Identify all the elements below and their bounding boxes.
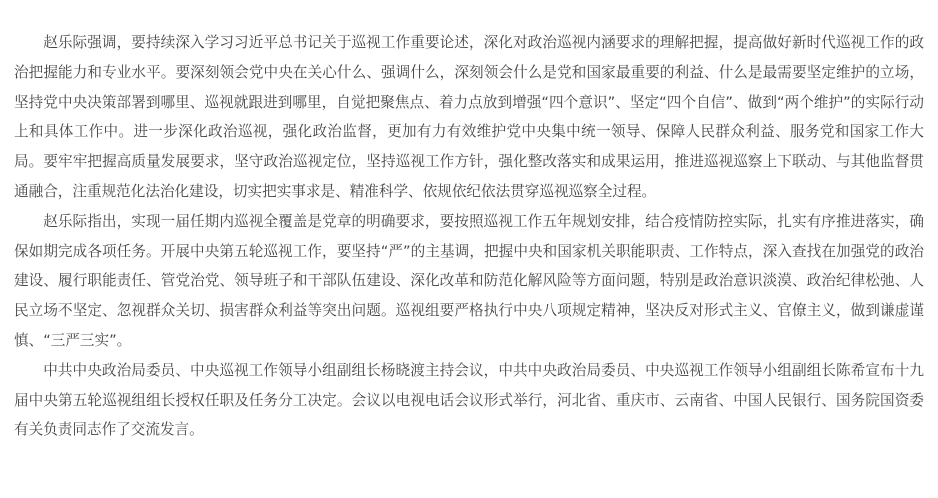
paragraph-2: 赵乐际指出，实现一届任期内巡视全覆盖是党章的明确要求，要按照巡视工作五年规划安排，结合疫情防控实际，扎实有序推进落实，确保如期完成各项任务。开展中央第五轮巡视工作，要坚持“严”的主基调，把握中央和国家机关职能职责、工作特点，深入查找在加强党的政治建设、履行职能责任、管党治党、领导班子和干部队伍建设、深化改革和防范化解风险等方面问题，特别是政治意识淡漠、政治纪律松弛、人民立场不坚定、忽视群众关切、损害群众利益等突出问题。巡视组要严格执行中央八项规定精神，坚决反对形式主义、官僚主义，做到谦虚谨慎、“三严三实”。 xyxy=(14,212,924,349)
paragraph-3: 中共中央政治局委员、中央巡视工作领导小组副组长杨晓渡主持会议，中共中央政治局委员、中央巡视工作领导小组副组长陈希宣布十九届中央第五轮巡视组组长授权任职及任务分工决定。会议以电视电话会议形式举行，河北省、重庆市、云南省、中国人民银行、国务院国资委有关负责同志作了交流发言。 xyxy=(14,361,924,439)
paragraph-1: 赵乐际强调，要持续深入学习习近平总书记关于巡视工作重要论述，深化对政治巡视内涵要求的理解把握，提高做好新时代巡视工作的政治把握能力和专业水平。要深刻领会党中央在关心什么、强调什么，深刻领会什么是党和国家最重要的利益、什么是最需要坚定维护的立场，坚持党中央决策部署到哪里、巡视就跟进到哪里，自觉把聚焦点、着力点放到增强“四个意识”、坚定“四个自信”、做到“两个维护”的实际行动上和具体工作中。进一步深化政治巡视，强化政治监督，更加有力有效维护党中央集中统一领导、保障人民群众利益、服务党和国家工作大局。要牢牢把握高质量发展要求，坚守政治巡视定位，坚持巡视工作方针，强化整改落实和成果运用，推进巡视巡察上下联动、与其他监督贯通融合，注重规范化法治化建设，切实把实事求是、精准科学、依规依纪依法贯穿巡视巡察全过程。 xyxy=(14,34,924,200)
article-body xyxy=(14,28,924,445)
